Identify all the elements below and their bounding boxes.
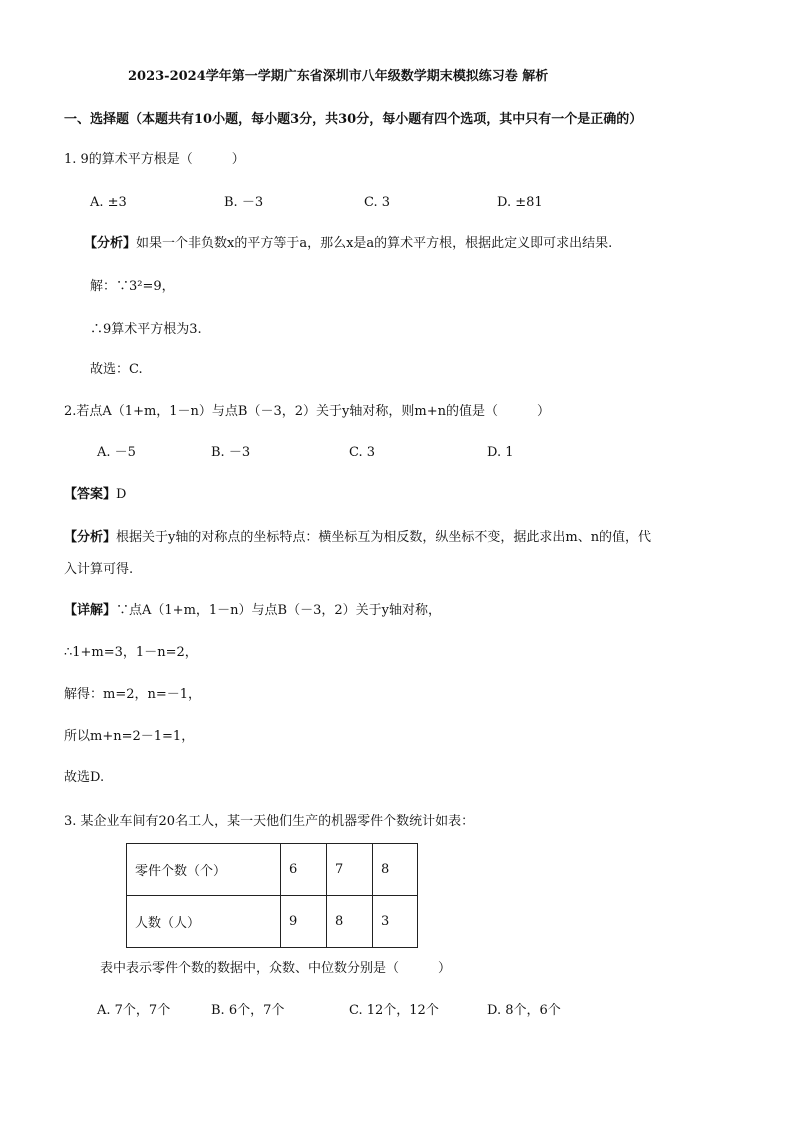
q1-option-a: A. ±3 [90,195,127,210]
q3-option-c: C. 12个，12个 [349,1003,439,1018]
q2-option-d: D. 1 [487,445,514,460]
table-cell: 9 [281,896,327,948]
q2-analysis-tag: 【分析】 [64,530,117,545]
table-row [127,844,418,896]
q1-option-d: D. ±81 [497,195,543,210]
table-cell: 3 [373,896,418,948]
q1-solution-line-1: 解：∵3²=9， [90,279,175,294]
q2-answer [64,488,126,501]
q2-detail-tag: 【详解】 [64,603,117,618]
table-cell: 8 [373,844,418,896]
table-cell: 8 [327,896,373,948]
page-title: 2023-2024学年第一学期广东省深圳市八年级数学期末模拟练习卷 解析 [128,69,549,84]
table-row [127,896,418,948]
q2-answer-value: D [116,487,127,502]
table-cell: 零件个数（个） [127,844,281,896]
q2-answer-tag: 【答案】 [64,487,117,502]
q2-detail-text: ∵点A（1+m，1－n）与点B（－3，2）关于y轴对称， [116,603,441,618]
q2-detail [64,604,441,617]
q2-step-2: 解得：m=2，n=－1， [64,687,202,702]
q1-analysis-tag: 【分析】 [84,236,137,251]
q2-step-4: 故选D. [64,770,105,785]
q1-solution-line-2: ∴9算术平方根为3. [90,322,202,337]
q2-option-c: C. 3 [349,445,376,460]
q2-step-1: ∴1+m=3，1－n=2， [64,645,198,660]
q3-question: 表中表示零件个数的数据中，众数、中位数分别是（ ） [100,961,452,976]
q2-option-a: A. －5 [97,445,136,460]
q3-data-table [126,843,418,948]
q2-stem: 2.若点A（1+m，1－n）与点B（－3，2）关于y轴对称，则m+n的值是（ ） [64,404,550,419]
q2-step-3: 所以m+n=2－1=1， [64,729,195,744]
table-cell: 6 [281,844,327,896]
q1-option-b: B. －3 [224,195,264,210]
q2-analysis-line-1 [64,531,651,544]
q3-option-b: B. 6个，7个 [211,1003,285,1018]
q1-option-c: C. 3 [364,195,391,210]
q2-analysis-line-2: 入计算可得. [64,562,134,577]
table-cell: 7 [327,844,373,896]
section-heading: 一、选择题（本题共有10小题，每小题3分，共30分，每小题有四个选项，其中只有一个是正确的） [64,112,643,127]
q3-option-a: A. 7个，7个 [97,1003,171,1018]
q2-option-b: B. －3 [211,445,251,460]
q1-analysis-text: 如果一个非负数x的平方等于a，那么x是a的算术平方根，根据此定义即可求出结果. [136,236,613,251]
table-cell: 人数（人） [127,896,281,948]
q3-option-d: D. 8个，6个 [487,1003,561,1018]
q1-solution-line-3: 故选：C. [90,362,143,377]
q1-analysis [84,237,612,250]
q2-analysis-text: 根据关于y轴的对称点的坐标特点：横坐标互为相反数，纵坐标不变，据此求出m、n的值，代 [116,530,652,545]
q3-stem: 3. 某企业车间有20名工人，某一天他们生产的机器零件个数统计如表： [64,814,475,829]
q1-stem: 1. 9的算术平方根是（ ） [64,152,245,167]
